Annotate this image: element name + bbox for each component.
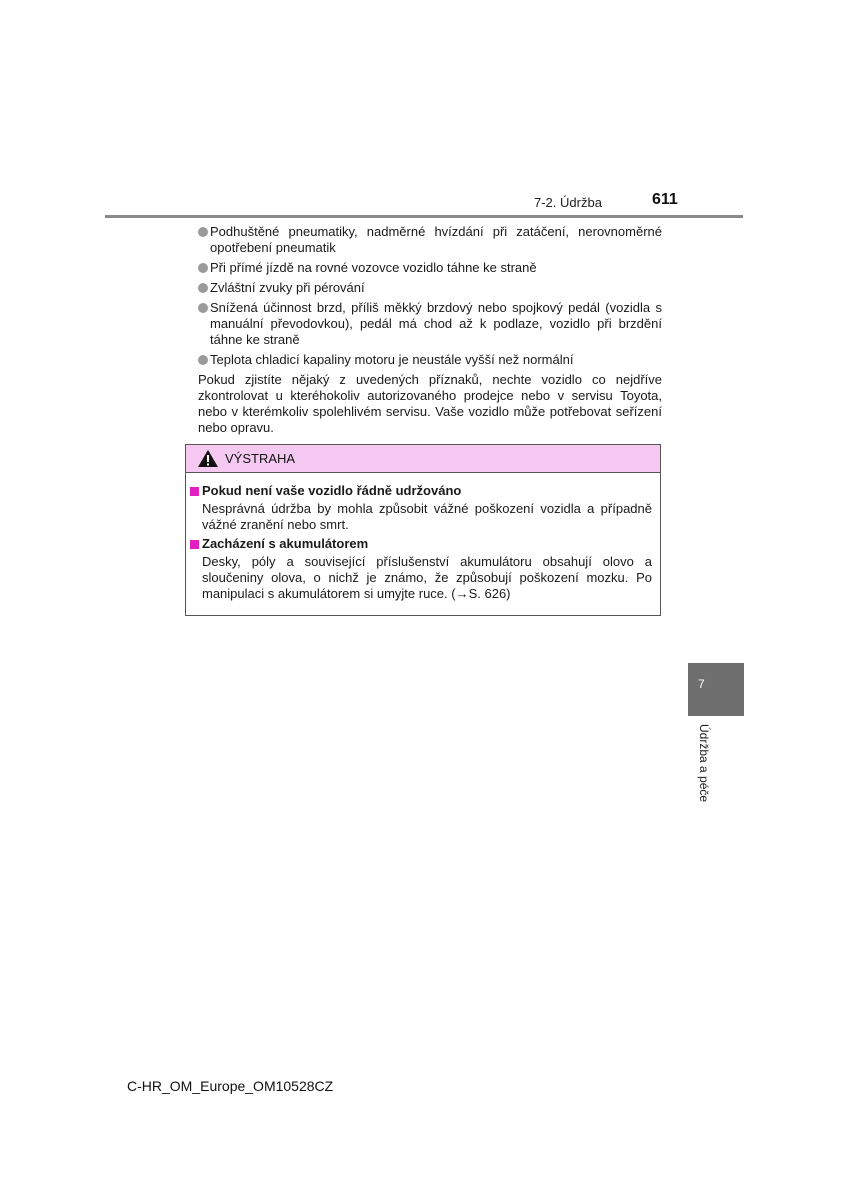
section-title: 7-2. Údržba xyxy=(534,195,602,210)
main-content xyxy=(198,224,662,436)
list-item-text: Zvláštní zvuky při pérování xyxy=(210,280,365,295)
warning-item-text: Desky, póly a související příslušenství akumulátoru obsahují olovo a sloučeniny olova, o nichž je známo, že způsobují poškození mozku. Po manipulaci s akumulátorem si umyjte ruce. (→S. 626) xyxy=(202,554,652,601)
header-divider xyxy=(105,215,743,218)
bullet-dot-icon xyxy=(198,355,208,365)
chapter-tab xyxy=(688,663,744,716)
list-item xyxy=(198,352,662,368)
body-paragraph: Pokud zjistíte nějaký z uvedených příznaků, nechte vozidlo co nejdříve zkontrolovat u kteréhokoliv autorizovaného prodejce nebo v servisu Toyota, nebo v kterémkoliv spolehlivém servisu. Vaše vozidlo může potřebovat seřízení nebo opravu. xyxy=(198,372,662,435)
bullet-dot-icon xyxy=(198,303,208,313)
warning-box xyxy=(185,444,661,616)
list-item-text: Teplota chladicí kapaliny motoru je neustále vyšší než normální xyxy=(210,352,574,367)
list-item xyxy=(198,280,662,296)
list-item xyxy=(198,260,662,276)
list-item-text: Podhuštěné pneumatiky, nadměrné hvízdání při zatáčení, nerovnoměrné opotřebení pneumatik xyxy=(210,224,662,255)
warning-item-title: Pokud není vaše vozidlo řádně udržováno xyxy=(202,483,462,498)
warning-item-heading xyxy=(190,536,652,552)
list-item xyxy=(198,300,662,348)
chapter-label: Údržba a péče xyxy=(697,724,711,803)
warning-item xyxy=(190,536,652,602)
square-bullet-icon xyxy=(190,540,199,549)
list-item-text: Při přímé jízdě na rovné vozovce vozidlo táhne ke straně xyxy=(210,260,537,275)
square-bullet-icon xyxy=(190,487,199,496)
list-item-text: Snížená účinnost brzd, příliš měkký brzdový nebo spojkový pedál (vozidla s manuální převodovkou), pedál má chod až k podlaze, vozidlo při brzdění táhne ke straně xyxy=(210,300,662,347)
warning-body xyxy=(186,473,660,602)
bullet-dot-icon xyxy=(198,263,208,273)
warning-triangle-icon xyxy=(197,449,219,468)
chapter-number: 7 xyxy=(698,677,705,691)
warning-header xyxy=(186,445,660,473)
warning-item-title: Zacházení s akumulátorem xyxy=(202,536,369,551)
warning-label: VÝSTRAHA xyxy=(225,451,296,466)
document-code: C-HR_OM_Europe_OM10528CZ xyxy=(127,1078,334,1094)
warning-item-text: Nesprávná údržba by mohla způsobit vážné poškození vozidla a případně vážné zranění nebo smrt. xyxy=(202,501,652,532)
warning-item-heading xyxy=(190,483,652,499)
warning-item xyxy=(190,483,652,533)
bullet-dot-icon xyxy=(198,227,208,237)
page-number: 611 xyxy=(652,191,678,208)
bullet-dot-icon xyxy=(198,283,208,293)
list-item xyxy=(198,224,662,256)
